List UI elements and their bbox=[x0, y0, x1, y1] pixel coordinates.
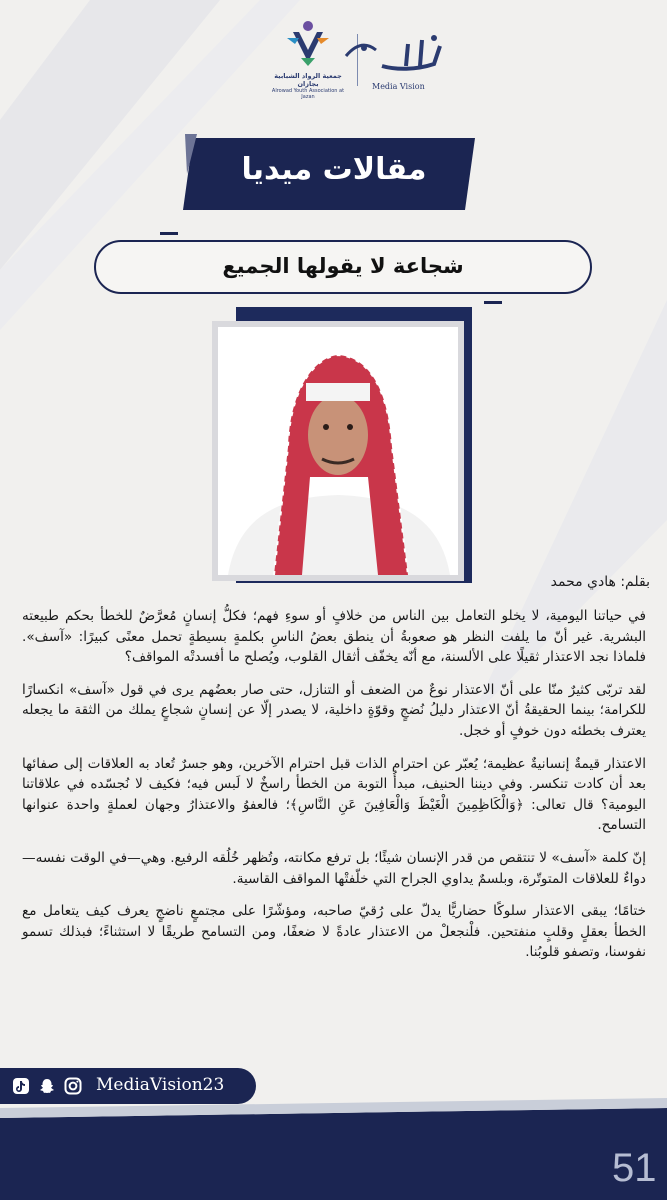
author-portrait-image bbox=[218, 327, 458, 575]
tiktok-icon[interactable] bbox=[12, 1077, 30, 1095]
article-body bbox=[22, 606, 646, 975]
article-paragraph: ختامًا؛ يبقى الاعتذار سلوكًا حضاريًّا يدلّ على رُقيّ صاحبه، ومؤشّرًا على مجتمعٍ ناضجٍ يعرف كيف يتعامل مع الخطأ بعقلٍ وقلبٍ منفتحين. فلْنجعلْ من الاعتذار عادةً لا ضعفًا، ومن التسامح طريقًا لا استثناءً؛ فبذلك تسمو نفوسنا، وتصفو قلوبُنا. bbox=[22, 903, 646, 961]
social-handle[interactable]: MediaVision23 bbox=[96, 1075, 225, 1095]
title-pill-accent-right bbox=[484, 301, 502, 304]
page-number: 51 bbox=[612, 1146, 657, 1190]
author-byline: بقلم: هادي محمد bbox=[550, 574, 650, 590]
association-name: جمعية الرواد الشبابية بجازان bbox=[274, 72, 342, 88]
article-paragraph: لقد تربّى كثيرٌ منّا على أنّ الاعتذار نوعٌ من الضعف أو التنازل، حتى صار بعضُهم يرى في قول «آسف» انكسارًا للكرامة؛ بينما الحقيقةُ أنّ الاعتذار دليلُ نُضجٍ وقوّةٍ داخلية، لا يصدر إلّا عن إنسانٍ شجاعٍ يملك من الثقة ما يجعله يعترف بخطئه دون خوفٍ أو خجل. bbox=[22, 681, 646, 739]
section-banner bbox=[183, 134, 485, 214]
header-logos bbox=[0, 14, 667, 100]
section-title: مقالات ميديا bbox=[241, 152, 427, 187]
article-title: شجاعة لا يقولها الجميع bbox=[222, 254, 464, 278]
author-photo bbox=[212, 321, 464, 581]
article-paragraph: في حياتنا اليومية، لا يخلو التعامل بين الناس من خلافٍ أو سوءِ فهم؛ فكلُّ إنسانٍ مُعرَّضٌ للخطأ بحكم طبيعته البشرية. غير أنّ ما يلفت النظر هو صعوبةُ أن ينطق بعضُ الناسِ بكلمةٍ بسيطةٍ تحمل معنًى كبيرًا: «آسف». فلماذا نجد الاعتذار ثقيلًا على الألسنة، مع أنّه يخفّف أثقال القلوب، ويُصلح ما أفسدتْه المواقف؟ bbox=[22, 608, 646, 666]
association-name-en: Alrowad Youth Association at Jazan bbox=[271, 88, 345, 100]
article-title-box bbox=[94, 240, 592, 294]
article-paragraph: إنّ كلمة «آسف» لا تنتقص من قدر الإنسان شيئًا؛ بل ترفع مكانته، وتُظهر خُلُقه الرفيع. وهي—في الوقت نفسه—دواءٌ للعلاقات المتوتّرة، وبلسمٌ يداوي الجراح التي خلّفتْها المواقف القاسية. bbox=[22, 849, 646, 887]
instagram-icon[interactable] bbox=[64, 1077, 82, 1095]
social-handle-bar[interactable] bbox=[0, 1068, 256, 1104]
snapchat-icon[interactable] bbox=[38, 1077, 56, 1095]
media-vision-logo bbox=[336, 26, 456, 92]
article-paragraph: الاعتذار قيمةٌ إنسانيةٌ عظيمة؛ يُعبّر عن احترام الذات قبل احترام الآخرين، وهو جسرٌ تُعاد به العلاقات إلى صفائها بعد أن كادت تنكسر. وفي ديننا الحنيف، مبدأُ التوبة من الخطأ راسخٌ لا لَبس فيه؛ فكيف لا نُجسّده في علاقاتنا اليومية؟ قال تعالى: ﴿وَالْكَاظِمِينَ الْغَيْظَ وَالْعَافِينَ عَنِ النَّاسِ﴾؛ فالعفوُ والاعتذارُ وجهان لعملةٍ واحدة عنوانها التسامح. bbox=[22, 755, 646, 834]
association-mark-icon bbox=[281, 18, 335, 68]
media-vision-caption: Media Vision bbox=[372, 82, 425, 91]
media-vision-mark-icon bbox=[336, 26, 456, 82]
title-pill-accent-left bbox=[160, 232, 178, 235]
